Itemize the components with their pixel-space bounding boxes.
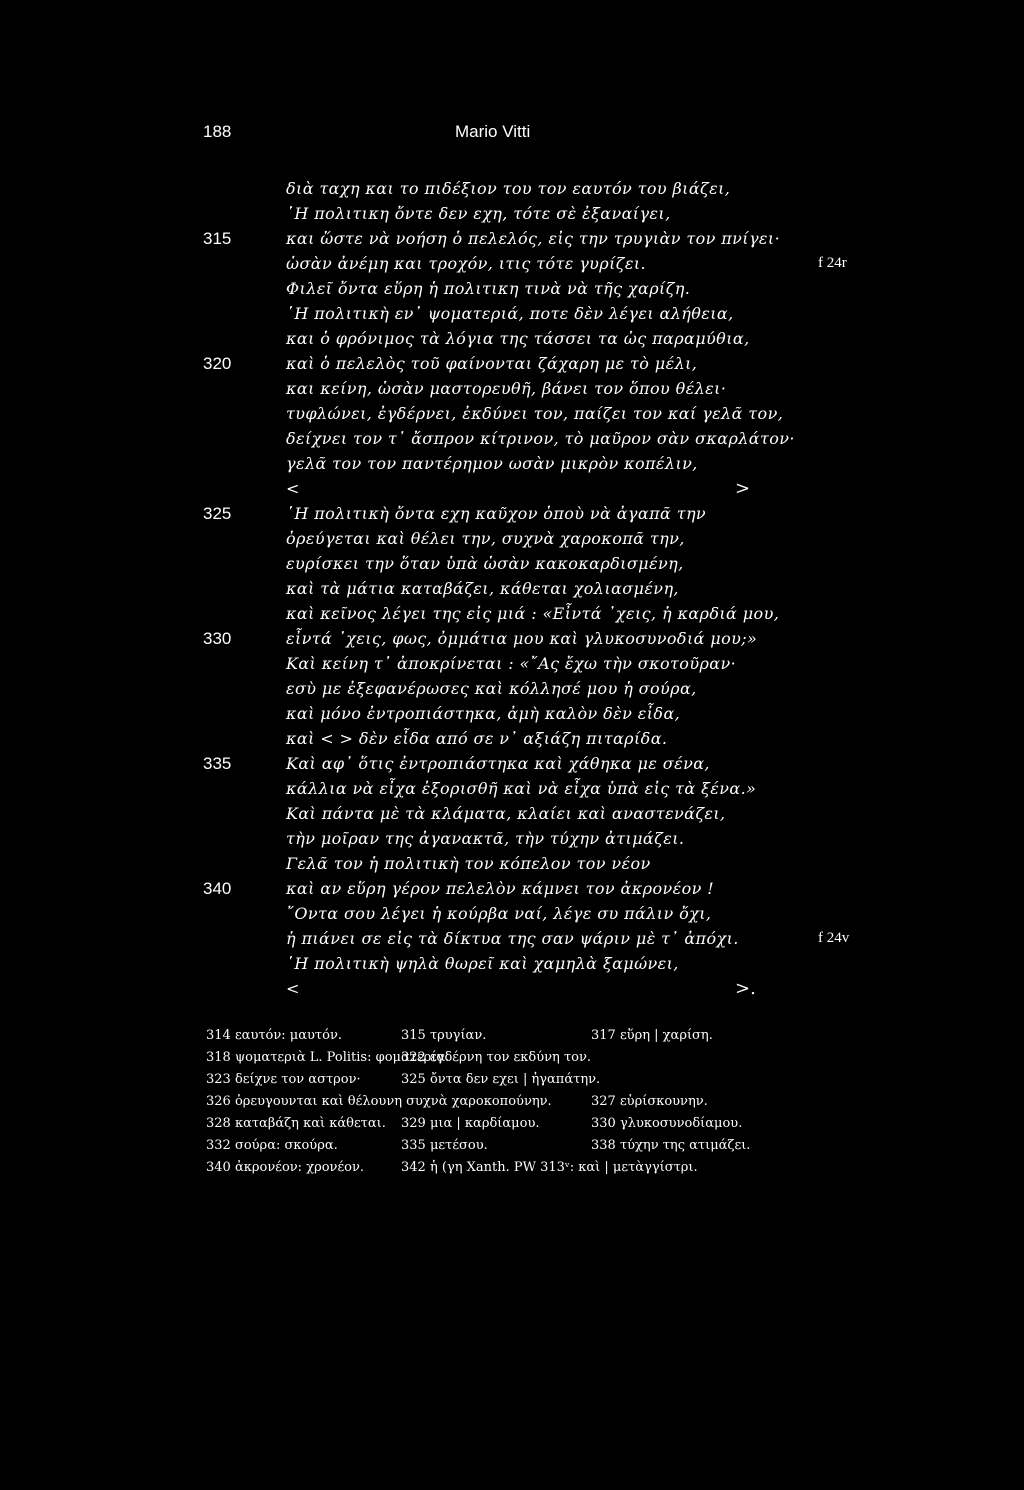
verse-text: εἶντά ᾽χεις, φως, ὀμμάτια μου καὶ γλυκοσυνοδιά μου;» — [286, 629, 758, 648]
apparatus-note: 332 σούρα: σκούρα. — [206, 1138, 338, 1153]
apparatus-note: 317 εὕρη | χαρίση. — [591, 1028, 713, 1043]
apparatus-note: 328 καταβάζη καὶ κάθεται. — [206, 1116, 386, 1131]
verse-line — [0, 551, 1024, 576]
verse-line — [0, 251, 1024, 276]
apparatus-row — [0, 1025, 1024, 1047]
verse-text: ῾Η πολιτικη ὄντε δεν εχη, τότε σὲ ἐξαναίγει, — [286, 204, 671, 223]
verse-line — [0, 276, 1024, 301]
line-number: 335 — [203, 754, 232, 773]
verse-text: καὶ < > δὲν εἶδα από σε ν᾽ αξιάζη πιταρίδα. — [286, 729, 668, 748]
verse-text: ὡσὰν ἀνέμη και τροχόν, ιτις τότε γυρίζει. — [286, 254, 646, 273]
verse-text: < — [286, 479, 300, 498]
verse-text: ἡ πιάνει σε εἰς τὰ δίκτυα της σαν ψάριν μὲ τ᾽ ἀπόχι. — [286, 929, 739, 948]
apparatus-note: 327 εὑρίσκουνην. — [591, 1094, 708, 1109]
apparatus-note: 338 τύχην της ατιμάζει. — [591, 1138, 751, 1153]
verse-line — [0, 776, 1024, 801]
apparatus-note: 342 ἡ (γη Xanth. PW 313ᵛ: καὶ | μετὰγγίστρι. — [401, 1160, 698, 1175]
folio-marker: f 24r — [818, 255, 847, 271]
verse-line — [0, 801, 1024, 826]
apparatus-row — [0, 1135, 1024, 1157]
verse-line — [0, 226, 1024, 251]
verse-line — [0, 476, 1024, 501]
line-number: 330 — [203, 629, 232, 648]
apparatus-note: 335 μετέσου. — [401, 1138, 488, 1153]
verse-text: και κείνη, ὡσὰν μαστορευθῆ, βάνει τον ὅπου θέλει· — [286, 379, 727, 398]
verse-text: καὶ ὁ πελελὸς τοῦ φαίνονται ζάχαρη με τὸ μέλι, — [286, 354, 698, 373]
verse-line — [0, 501, 1024, 526]
verse-text: και ὥστε νὰ νοήση ὁ πελελός, εἰς την τρυγιὰν τον πνίγει· — [286, 229, 781, 248]
poem-text — [0, 176, 1024, 1001]
verse-line — [0, 376, 1024, 401]
verse-text: κάλλια νὰ εἶχα ἐξορισθῆ καὶ νὰ εἶχα ὑπὰ εἰς τὰ ξένα.» — [286, 779, 757, 798]
apparatus-note: 314 εαυτόν: μαυτόν. — [206, 1028, 342, 1043]
verse-text: γελᾶ τον τον παντέρημον ωσὰν μικρὸν κοπέλιν, — [286, 454, 698, 473]
verse-line — [0, 901, 1024, 926]
apparatus-note: 325 ὄντα δεν εχει | ἠγαπάτην. — [401, 1072, 601, 1087]
verse-line — [0, 401, 1024, 426]
line-number: 320 — [203, 354, 232, 373]
verse-text: τὴν μοῖραν της ἀγανακτᾶ, τὴν τύχην ἀτιμάζει. — [286, 829, 685, 848]
verse-text: και ὁ φρόνιμος τὰ λόγια της τάσσει τα ὡς παραμύθια, — [286, 329, 750, 348]
apparatus-note: 330 γλυκοσυνοδίαμου. — [591, 1116, 743, 1131]
verse-text: ῾Η πολιτικὴ ὄντα εχη καῦχον ὁποὺ νὰ ἀγαπᾶ την — [286, 504, 707, 523]
critical-apparatus — [0, 1025, 1024, 1179]
verse-text: τυφλώνει, ἐγδέρνει, ἐκδύνει τον, παίζει τον καί γελᾶ τον, — [286, 404, 784, 423]
verse-line — [0, 951, 1024, 976]
apparatus-note: 315 τρυγίαν. — [401, 1028, 487, 1043]
verse-line — [0, 626, 1024, 651]
line-number: 325 — [203, 504, 232, 523]
lacuna-mark: > — [735, 478, 751, 499]
verse-line — [0, 351, 1024, 376]
line-number: 315 — [203, 229, 232, 248]
verse-line — [0, 726, 1024, 751]
verse-text: ῾Η πολιτικὴ εν᾽ ψοματεριά, ποτε δὲν λέγει αλήθεια, — [286, 304, 734, 323]
verse-line — [0, 851, 1024, 876]
verse-text: καὶ κεῖνος λέγει της εἰς μιά : «Εἶντά ᾽χεις, ἡ καρδιά μου, — [286, 604, 780, 623]
apparatus-row — [0, 1091, 1024, 1113]
verse-text: καὶ αν εὕρη γέρον πελελὸν κάμνει τον ἀκρονέον ! — [286, 879, 715, 898]
apparatus-row — [0, 1047, 1024, 1069]
verse-line — [0, 926, 1024, 951]
verse-text: Φιλεῖ ὄντα εὕρη ἡ πολιτικη τινὰ νὰ τῆς χαρίζη. — [286, 279, 691, 298]
verse-line — [0, 751, 1024, 776]
verse-text: Καὶ κείνη τ᾽ ἀποκρίνεται : «῎Ας ἔχω τὴν σκοτοῦραν· — [286, 654, 737, 673]
apparatus-note: 326 ὀρευγουνται καὶ θέλουνη συχνὰ χαροκοπούνην. — [206, 1094, 552, 1109]
apparatus-row — [0, 1113, 1024, 1135]
apparatus-row — [0, 1157, 1024, 1179]
verse-line — [0, 576, 1024, 601]
apparatus-note: 318 ψοματεριὰ L. Politis: φοματερία. — [206, 1050, 450, 1065]
verse-line — [0, 826, 1024, 851]
verse-text: Γελᾶ τον ἡ πολιτικὴ τον κόπελον τον νέον — [286, 854, 651, 873]
verse-line — [0, 601, 1024, 626]
page-number: 188 — [203, 122, 232, 141]
apparatus-note: 329 μια | καρδίαμου. — [401, 1116, 540, 1131]
verse-line — [0, 676, 1024, 701]
verse-text: < — [286, 979, 300, 998]
verse-line — [0, 301, 1024, 326]
running-head: Mario Vitti — [455, 122, 531, 141]
apparatus-row — [0, 1069, 1024, 1091]
verse-line — [0, 426, 1024, 451]
verse-text: καὶ τὰ μάτια καταβάζει, κάθεται χολιασμένη, — [286, 579, 679, 598]
verse-text: ῾Η πολιτικὴ ψηλὰ θωρεῖ καὶ χαμηλὰ ξαμώνει, — [286, 954, 679, 973]
verse-line — [0, 451, 1024, 476]
verse-text: καὶ μόνο ἐντροπιάστηκα, ἀμὴ καλὸν δὲν εἶδα, — [286, 704, 681, 723]
folio-marker: f 24v — [818, 930, 850, 946]
verse-text: Καὶ αφ᾽ ὅτις ἐντροπιάστηκα καὶ χάθηκα με σένα, — [286, 754, 710, 773]
verse-text: ευρίσκει την ὅταν ὑπὰ ὡσὰν κακοκαρδισμένη, — [286, 554, 684, 573]
verse-line — [0, 326, 1024, 351]
verse-line — [0, 876, 1024, 901]
apparatus-note: 322 εγδέρνη τον εκδύνη τον. — [401, 1050, 591, 1065]
verse-text: διὰ ταχη και το πιδέξιον του τον εαυτόν του βιάζει, — [286, 179, 731, 198]
apparatus-note: 340 ἀκρονέον: χρονέον. — [206, 1160, 365, 1175]
verse-line — [0, 651, 1024, 676]
verse-line — [0, 176, 1024, 201]
verse-line — [0, 201, 1024, 226]
lacuna-mark: >. — [735, 978, 756, 999]
verse-text: εσὺ με ἐξεφανέρωσες καὶ κόλλησέ μου ἡ σούρα, — [286, 679, 697, 698]
page-header — [0, 122, 1024, 148]
verse-line — [0, 976, 1024, 1001]
apparatus-note: 323 δείχνε τον αστρον· — [206, 1072, 361, 1087]
verse-text: Καὶ πάντα μὲ τὰ κλάματα, κλαίει καὶ αναστενάζει, — [286, 804, 726, 823]
verse-text: δείχνει τον τ᾽ ἄσπρον κίτρινον, τὸ μαῦρον σὰν σκαρλάτον· — [286, 429, 795, 448]
verse-text: ὀρεύγεται καὶ θέλει την, συχνὰ χαροκοπᾶ την, — [286, 529, 685, 548]
line-number: 340 — [203, 879, 232, 898]
verse-line — [0, 526, 1024, 551]
verse-text: ῎Οντα σου λέγει ἡ κούρβα ναί, λέγε συ πάλιν ὄχι, — [286, 904, 712, 923]
verse-line — [0, 701, 1024, 726]
